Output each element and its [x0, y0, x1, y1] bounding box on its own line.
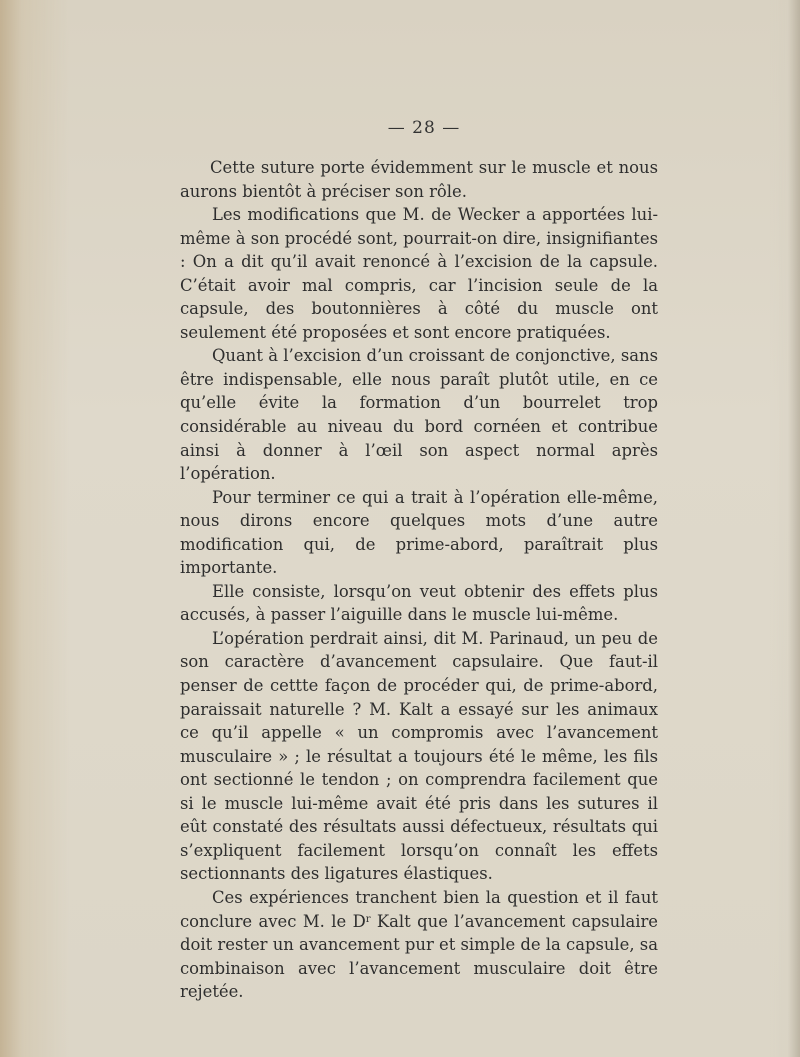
- paragraph-conclusion: [180, 886, 658, 1004]
- paragraph: Pour terminer ce qui a trait à l’opération elle-même, nous dirons encore quelques mots d’une autre modification qui, de prime-abord, paraîtrait plus importante.: [180, 487, 658, 578]
- conclusion-text-end: Kalt que l’avancement capsulaire doit rester un avancement pur et simple de la capsule, sa combinaison avec l’avancement musculaire doit être rejetée.: [180, 911, 658, 1002]
- conclusion-text-start: Ces expériences tranchent bien la question et il faut conclure avec M. le D: [180, 887, 658, 931]
- paragraph: Cette suture porte évidemment sur le muscle et nous aurons bientôt à préciser son rôle.: [180, 158, 658, 201]
- paragraph: Les modifications que M. de Wecker a apportées lui-même à son procédé sont, pourrait-on dire, insignifiantes : On a dit qu’il avait renoncé à l’excision de la capsule. C’était avoir mal compris, car l’incision seule de la capsule, des boutonnières à côté du muscle ont seulement été proposées et sont encore pratiquées.: [180, 205, 658, 342]
- paragraph: Elle consiste, lorsqu’on veut obtenir des effets plus accusés, à passer l’aiguille dans le muscle lui-même.: [180, 581, 658, 625]
- paragraph: Quant à l’excision d’un croissant de conjonctive, sans être indispensable, elle nous paraît plutôt utile, en ce qu’elle évite la formation d’un bourrelet trop considérable au niveau du bord cornéen et contribue ainsi à donner à l’œil son aspect normal après l’opération.: [180, 346, 658, 484]
- page-number: — 28 —: [387, 118, 461, 138]
- paragraph: L’opération perdrait ainsi, dit M. Parinaud, un peu de son caractère d’avancement capsulaire. Que faut-il penser de cettte façon de procéder qui, de prime-abord, paraissait naturelle ? M. Kalt a essayé sur les animaux ce qu’il appelle « un compromis avec l’avancement musculaire » ; le résultat a toujours été le même, les fils ont sectionné le tendon ; on comprendra facilement que si le muscle lui-même avait été pris dans les sutures il eût constaté des résultats aussi défectueux, résultats qui s’expliquent facilement lorsqu’on connaît les effets sectionnants des ligatures élastiques.: [180, 628, 658, 884]
- body-text: [180, 156, 658, 1004]
- doctor-abbrev-superscript: r: [365, 913, 371, 925]
